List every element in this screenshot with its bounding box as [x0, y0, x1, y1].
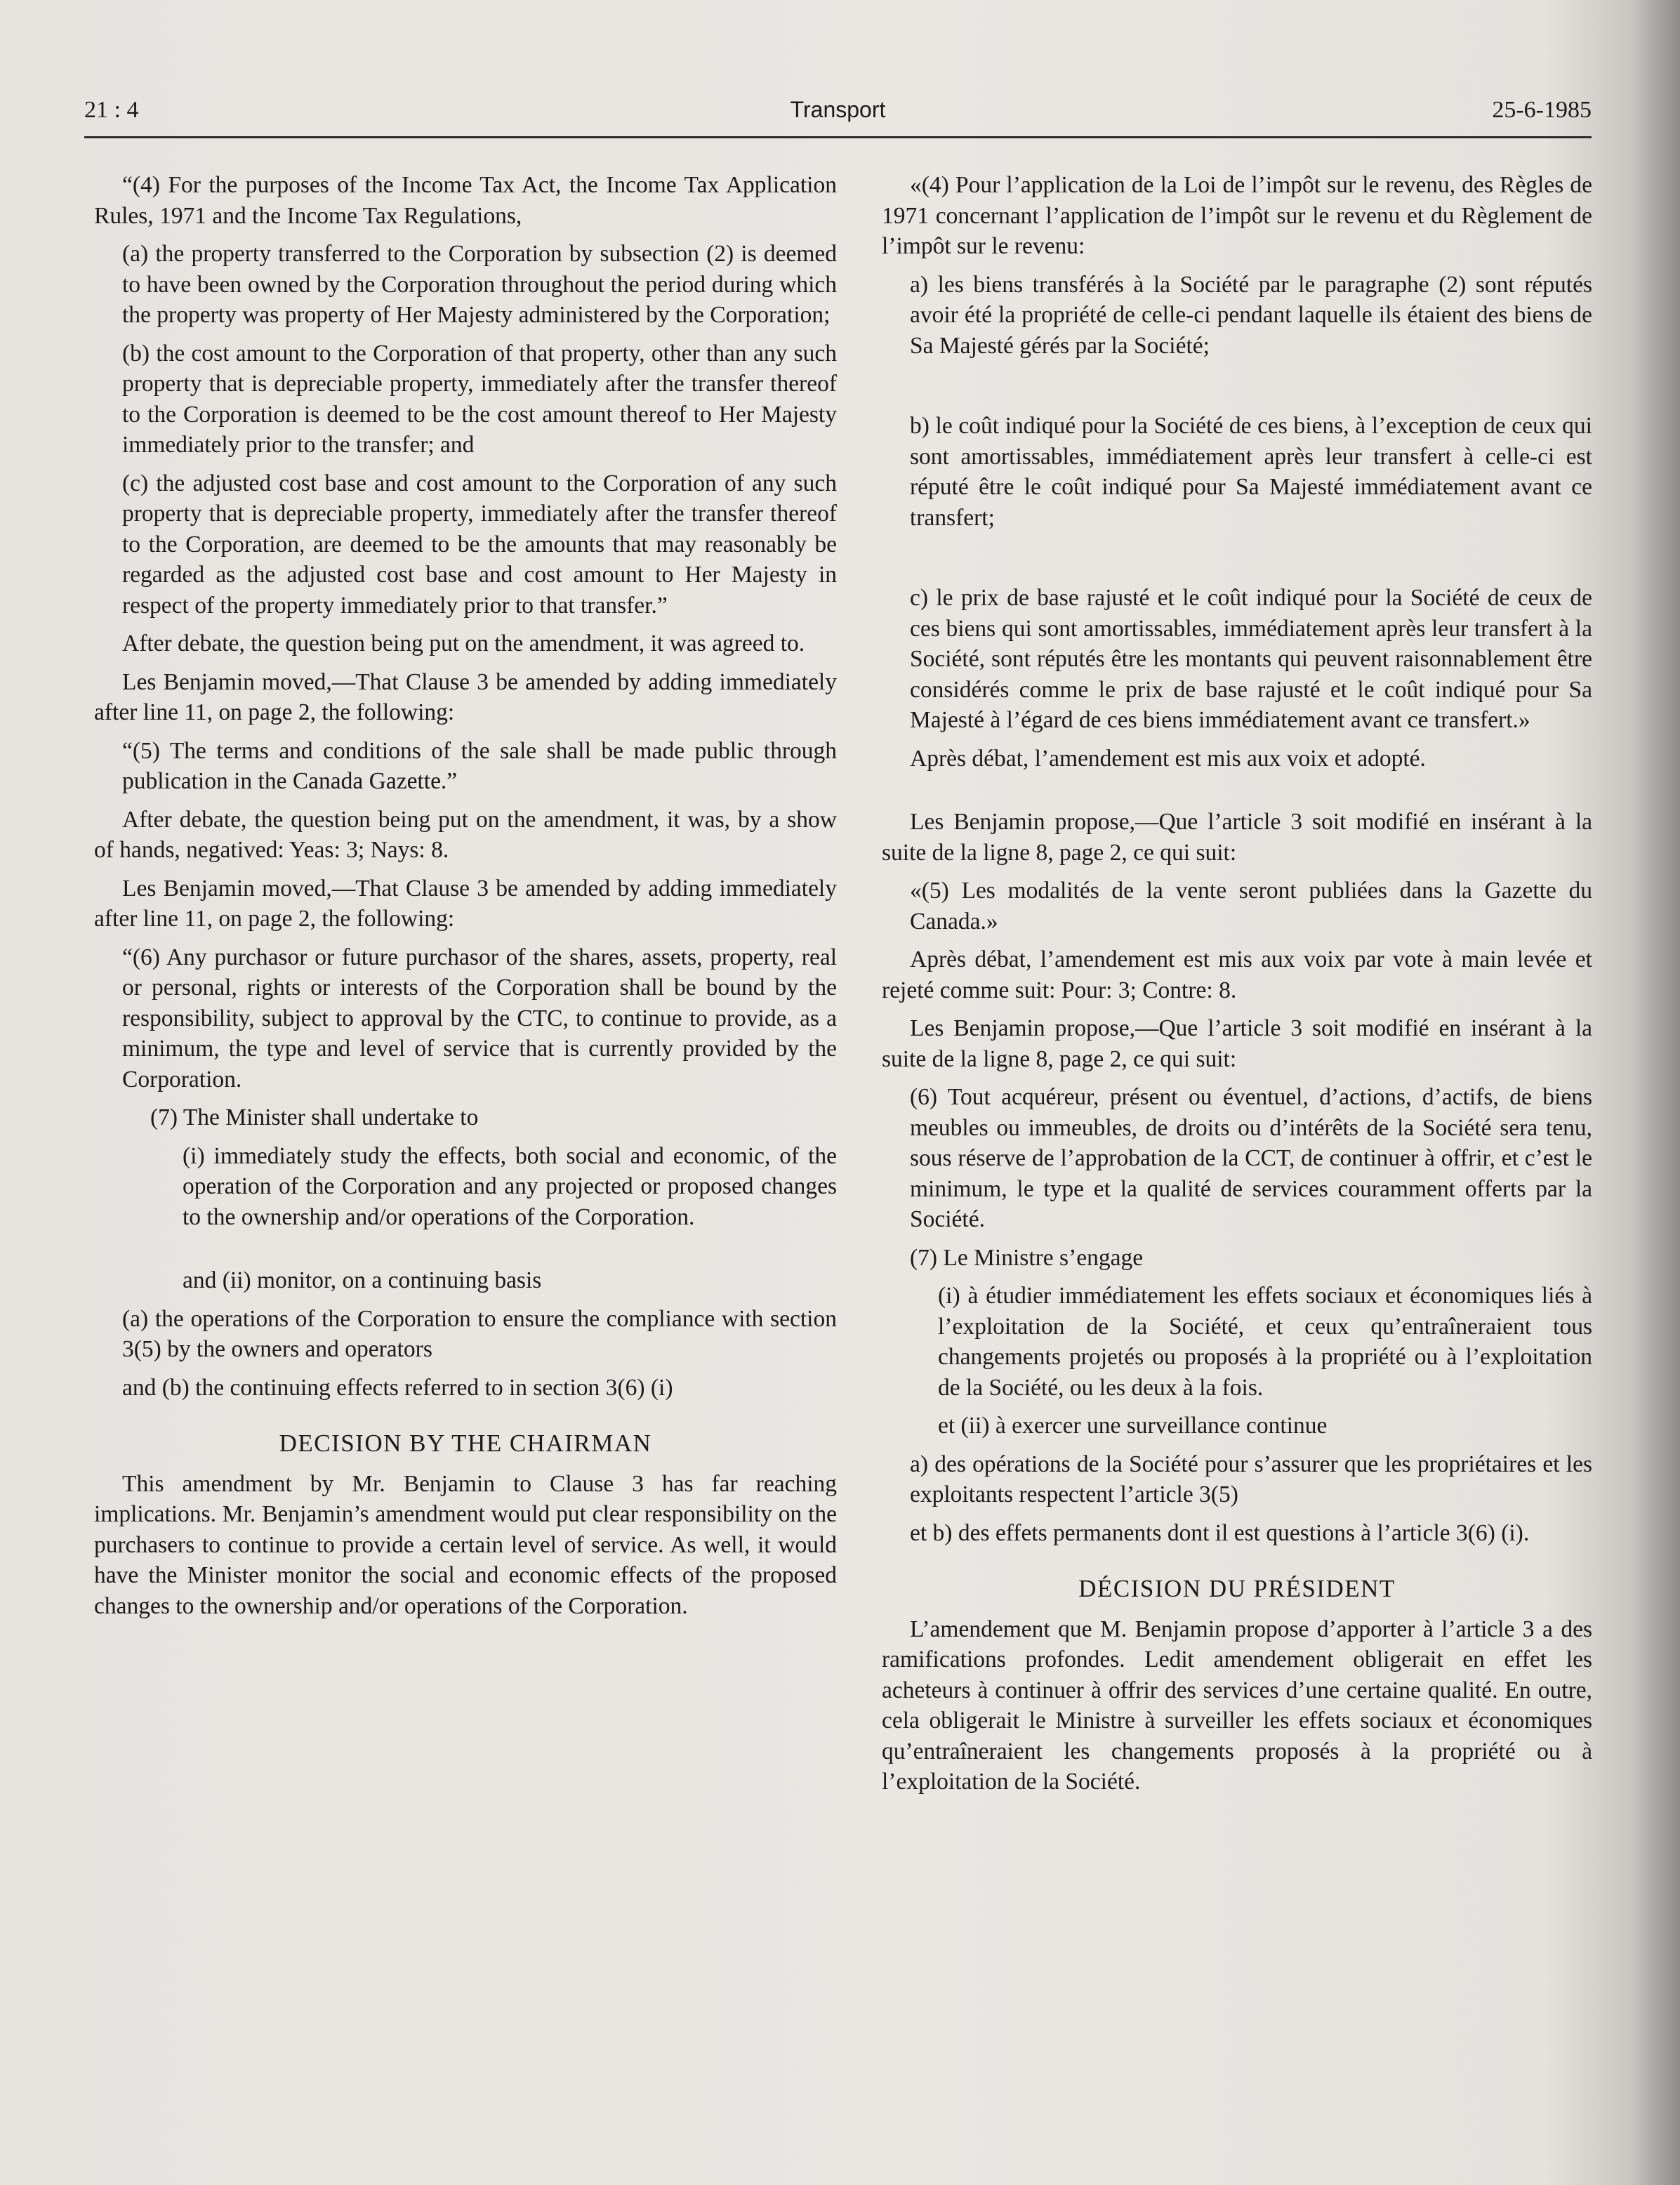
fr-motion-2: Les Benjamin propose,—Que l’article 3 soit modifié en insérant à la suite de la ligne 8, page 2, ce qui suit:: [882, 1015, 1592, 1072]
fr-debate-result-2: Après débat, l’amendement est mis aux voix par vote à main levée et rejeté comme suit: Pour: 3; Contre: 8.: [882, 946, 1592, 1003]
fr-subsection-5: «(5) Les modalités de la vente seront publiées dans la Gazette du Canada.»: [910, 878, 1592, 935]
en-paragraph-b: (b) the cost amount to the Corporation of that property, other than any such property that is depreciable property, immediately after the transfer thereof to the Corporation is deemed to be the cost amount thereof to Her Majesty immediately prior to the transfer; and: [122, 340, 837, 458]
fr-motion-1: Les Benjamin propose,—Que l’article 3 soit modifié en insérant à la suite de la ligne 8, page 2, ce qui suit:: [882, 809, 1592, 866]
page-title: Transport: [790, 97, 886, 122]
french-column: [882, 170, 1592, 1805]
fr-paragraph-a: a) les biens transférés à la Société par le paragraphe (2) sont réputés avoir été la propriété de celle-ci pendant laquelle ils étaient des biens de Sa Majesté gérés par la Société;: [910, 271, 1592, 359]
en-motion-1: Les Benjamin moved,—That Clause 3 be amended by adding immediately after line 11, on page 2, the following:: [94, 668, 837, 725]
en-debate-result-2: After debate, the question being put on the amendment, it was, by a show of hands, negatived: Yeas: 3; Nays: 8.: [94, 806, 837, 863]
page-header: [84, 97, 1592, 138]
page-date: 25-6-1985: [1492, 97, 1592, 123]
en-item-ii: and (ii) monitor, on a continuing basis: [183, 1267, 542, 1293]
en-debate-result-1: After debate, the question being put on the amendment, it was agreed to.: [122, 631, 805, 656]
fr-subsection-7: (7) Le Ministre s’engage: [910, 1244, 1144, 1271]
en-item-i: (i) immediately study the effects, both social and economic, of the operation of the Corporation and any projected or proposed changes to the ownership and/or operations of the Corporation.: [183, 1142, 837, 1230]
en-paragraph-a: (a) the property transferred to the Corporation by subsection (2) is deemed to have been owned by the Corporation throughout the period during which the property was property of Her Majesty administered by the Corporation;: [122, 241, 837, 328]
fr-decision-heading: DÉCISION DU PRÉSIDENT: [1078, 1575, 1396, 1602]
fr-paragraph-b: b) le coût indiqué pour la Société de ces biens, à l’exception de ceux qui sont amortissables, immédiatement après leur transfert à celle-ci est réputé être le coût indiqué pour Sa Majesté immédiatement avant ce transfert;: [910, 413, 1592, 531]
en-motion-2: Les Benjamin moved,—That Clause 3 be amended by adding immediately after line 11, on page 2, the following:: [94, 875, 837, 932]
fr-decision-text: L’amendement que M. Benjamin propose d’apporter à l’article 3 a des ramifications profondes. Ledit amendement obligerait en effet les acheteurs à continuer à offrir des services d’une certaine qualité. En outre, cela obligerait le Ministre à surveiller les effets sociaux et économiques qu’entraîneraient les changements proposés à la propriété ou à l’exploitation de la Société.: [882, 1616, 1592, 1795]
en-decision-text: This amendment by Mr. Benjamin to Clause 3 has far reaching implications. Mr. Benjamin’s amendment would put clear responsibility on the purchasers to continue to provide a certain level of service. As well, it would have the Minister monitor the social and economic effects of the proposed changes to the ownership and/or operations of the Corporation.: [94, 1470, 837, 1619]
fr-item-b: et b) des effets permanents dont il est questions à l’article 3(6) (i).: [910, 1519, 1530, 1546]
en-decision-heading: DECISION BY THE CHAIRMAN: [279, 1430, 652, 1457]
en-subsection-4: “(4) For the purposes of the Income Tax Act, the Income Tax Application Rules, 1971 and the Income Tax Regulations,: [94, 172, 837, 229]
en-subsection-5: “(5) The terms and conditions of the sale shall be made public through publication in the Canada Gazette.”: [122, 737, 837, 794]
fr-item-a: a) des opérations de la Société pour s’assurer que les propriétaires et les exploitants respectent l’article 3(5): [910, 1451, 1592, 1507]
en-paragraph-c: (c) the adjusted cost base and cost amount to the Corporation of any such property that is depreciable property, immediately after the transfer thereof to the Corporation, are deemed to be the amounts that may reasonably be regarded as the adjusted cost base and cost amount to Her Majesty in respect of the property immediately prior to that transfer.”: [122, 470, 837, 619]
fr-item-i: (i) à étudier immédiatement les effets sociaux et économiques liés à l’exploitation de la Société, et ceux qu’entraîneraient tous changements projetés ou proposés à la propriété ou à l’exploitation de la Société, ou les deux à la fois.: [938, 1283, 1592, 1401]
fr-subsection-6: (6) Tout acquéreur, présent ou éventuel, d’actions, d’actifs, de biens meubles ou immeubles, de droits ou d’intérêts de la Société sera tenu, sous réserve de l’approbation de la CCT, de continuer à offrir, et c’est le minimum, le type et la qualité de services couramment offerts par la Société.: [910, 1084, 1592, 1232]
en-item-a: (a) the operations of the Corporation to ensure the compliance with section 3(5) by the owners and operators: [122, 1305, 837, 1362]
fr-subsection-4: «(4) Pour l’application de la Loi de l’impôt sur le revenu, des Règles de 1971 concernant l’application de l’impôt sur le revenu et du Règlement de l’impôt sur le revenu:: [882, 172, 1592, 259]
fr-item-ii: et (ii) à exercer une surveillance continue: [938, 1413, 1328, 1439]
en-subsection-6: “(6) Any purchasor or future purchasor of the shares, assets, property, real or personal, rights or interests of the Corporation shall be bound by the responsibility, subject to approval by the CTC, to continue to provide, as a minimum, the type and level of service that is currently provided by the Corporation.: [122, 944, 837, 1092]
english-column: [94, 170, 837, 1629]
page-reference: 21 : 4: [84, 97, 139, 123]
fr-paragraph-c: c) le prix de base rajusté et le coût indiqué pour la Société de ceux de ces biens qui sont amortissables, immédiatement après leur transfert à la Société, sont réputés être les montants qui peuvent raisonnablement être considérés comme le prix de base rajusté et le coût indiqué pour Sa Majesté à l’égard de ces biens immédiatement avant ce transfert.»: [910, 585, 1592, 733]
en-subsection-7: (7) The Minister shall undertake to: [150, 1104, 479, 1130]
fr-debate-result-1: Après débat, l’amendement est mis aux voix et adopté.: [910, 745, 1426, 772]
en-item-b: and (b) the continuing effects referred to in section 3(6) (i): [122, 1374, 673, 1401]
